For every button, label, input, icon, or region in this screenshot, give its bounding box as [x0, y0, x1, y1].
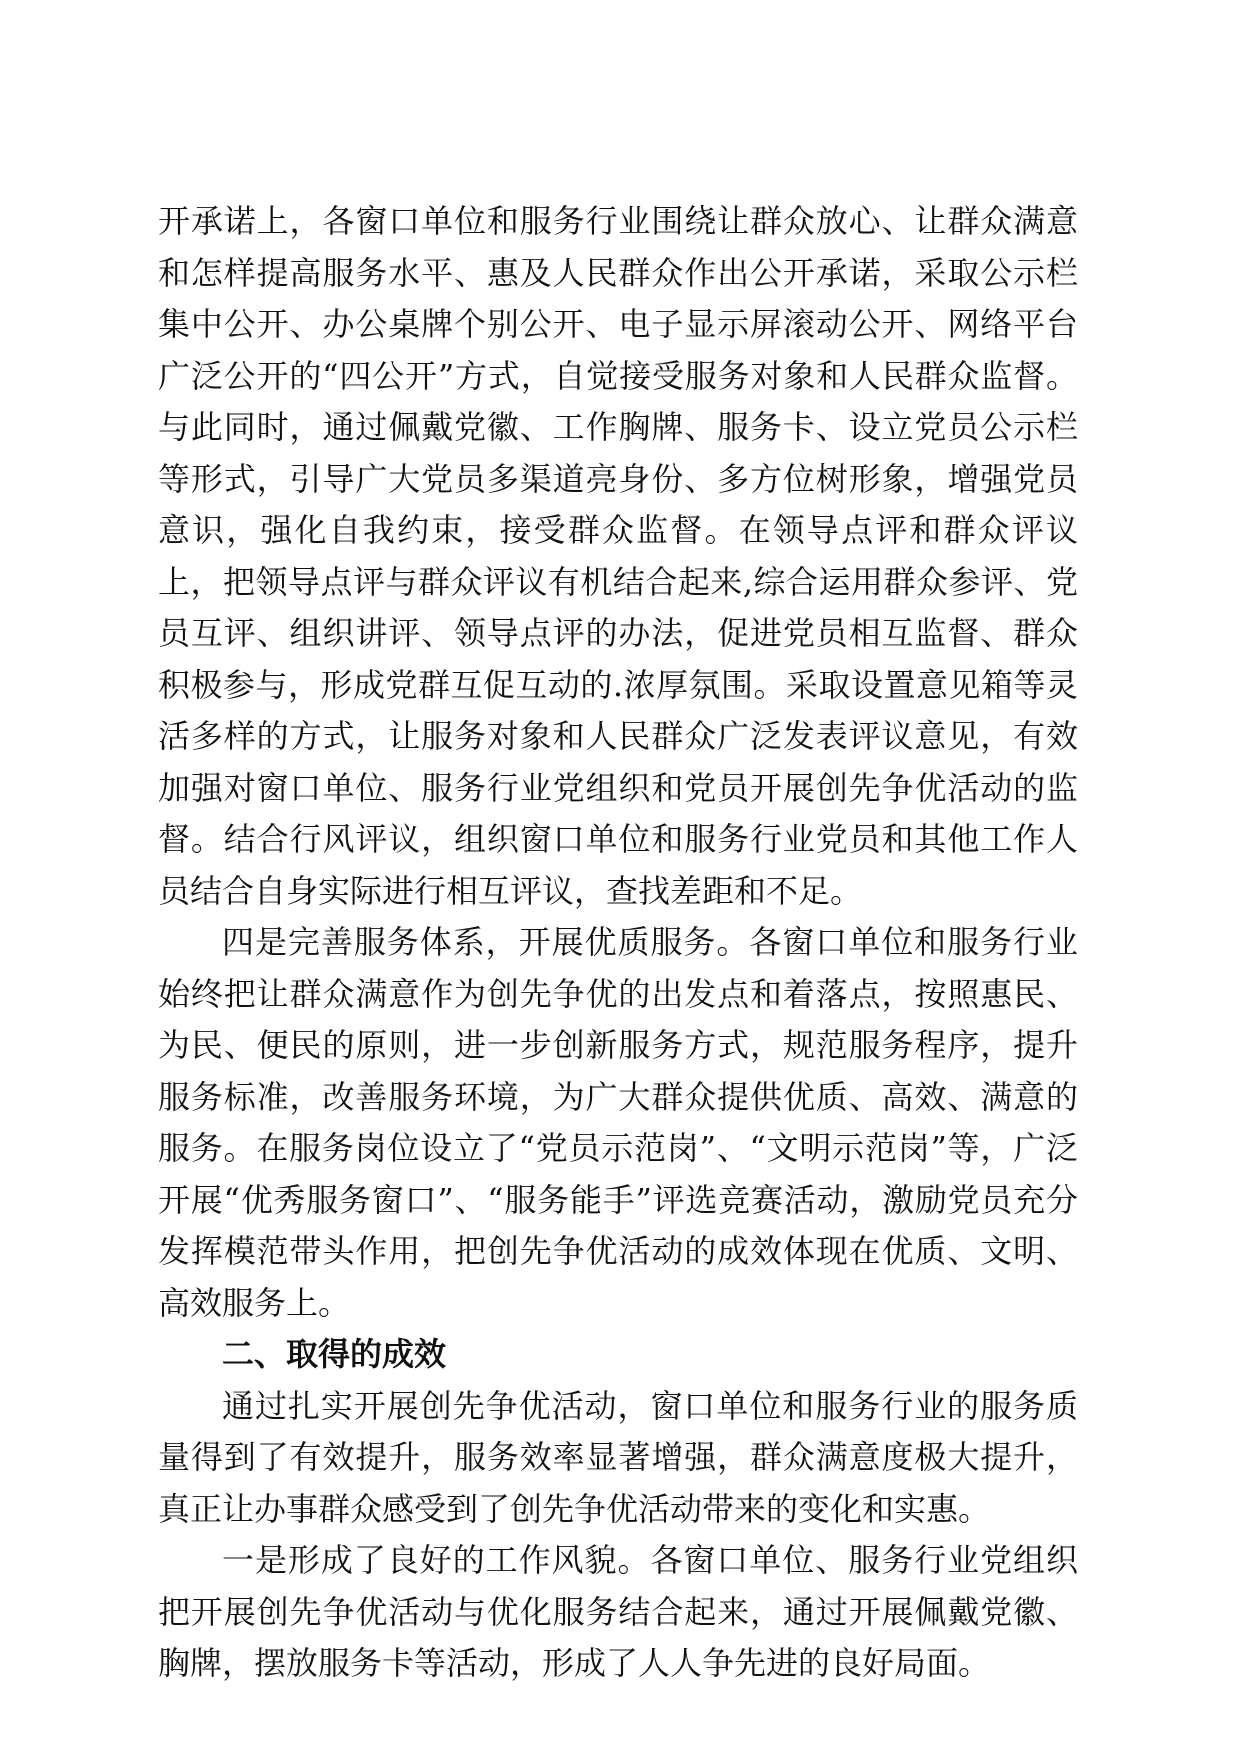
paragraph-public-commitment: 开承诺上，各窗口单位和服务行业围绕让群众放心、让群众满意和怎样提高服务水平、惠及人民群众作出公开承诺，采取公示栏集中公开、办公桌牌个别公开、电子显示屏滚动公开、网络平台广泛公开的“四公开”方式，自觉接受服务对象和人民群众监督。与此同时，通过佩戴党徽、工作胸牌、服务卡、设立党员公示栏等形式，引导广大党员多渠道亮身份、多方位树形象，增强党员意识，强化自我约束，接受群众监督。在领导点评和群众评议上，把领导点评与群众评议有机结合起来,综合运用群众参评、党员互评、组织讲评、领导点评的办法，促进党员相互监督、群众积极参与，形成党群互促互动的.浓厚氛围。采取设置意见箱等灵活多样的方式，让服务对象和人民群众广泛发表评议意见，有效加强对窗口单位、服务行业党组织和党员开展创先争优活动的监督。结合行风评议，组织窗口单位和服务行业党员和其他工作人员结合自身实际进行相互评议，查找差距和不足。 [158, 202, 1078, 910]
paragraph-work-style: 一是形成了良好的工作风貌。各窗口单位、服务行业党组织把开展创先争优活动与优化服务结合起来，通过开展佩戴党徽、胸牌，摆放服务卡等活动，形成了人人争先进的良好局面。 [158, 1541, 1078, 1682]
paragraph-results-intro: 通过扎实开展创先争优活动，窗口单位和服务行业的服务质量得到了有效提升，服务效率显著增强，群众满意度极大提升，真正让办事群众感受到了创先争优活动带来的变化和实惠。 [158, 1386, 1078, 1528]
paragraph-service-system: 四是完善服务体系，开展优质服务。各窗口单位和服务行业始终把让群众满意作为创先争优的出发点和着落点，按照惠民、为民、便民的原则，进一步创新服务方式，规范服务程序，提升服务标准，改善服务环境，为广大群众提供优质、高效、满意的服务。在服务岗位设立了“党员示范岗”、“文明示范岗”等，广泛开展“优秀服务窗口”、“服务能手”评选竞赛活动，激励党员充分发挥模范带头作用，把创先争优活动的成效体现在优质、文明、高效服务上。 [158, 923, 1078, 1322]
section-heading-results: 二、取得的成效 [222, 1335, 447, 1373]
document-page [158, 196, 1078, 1690]
